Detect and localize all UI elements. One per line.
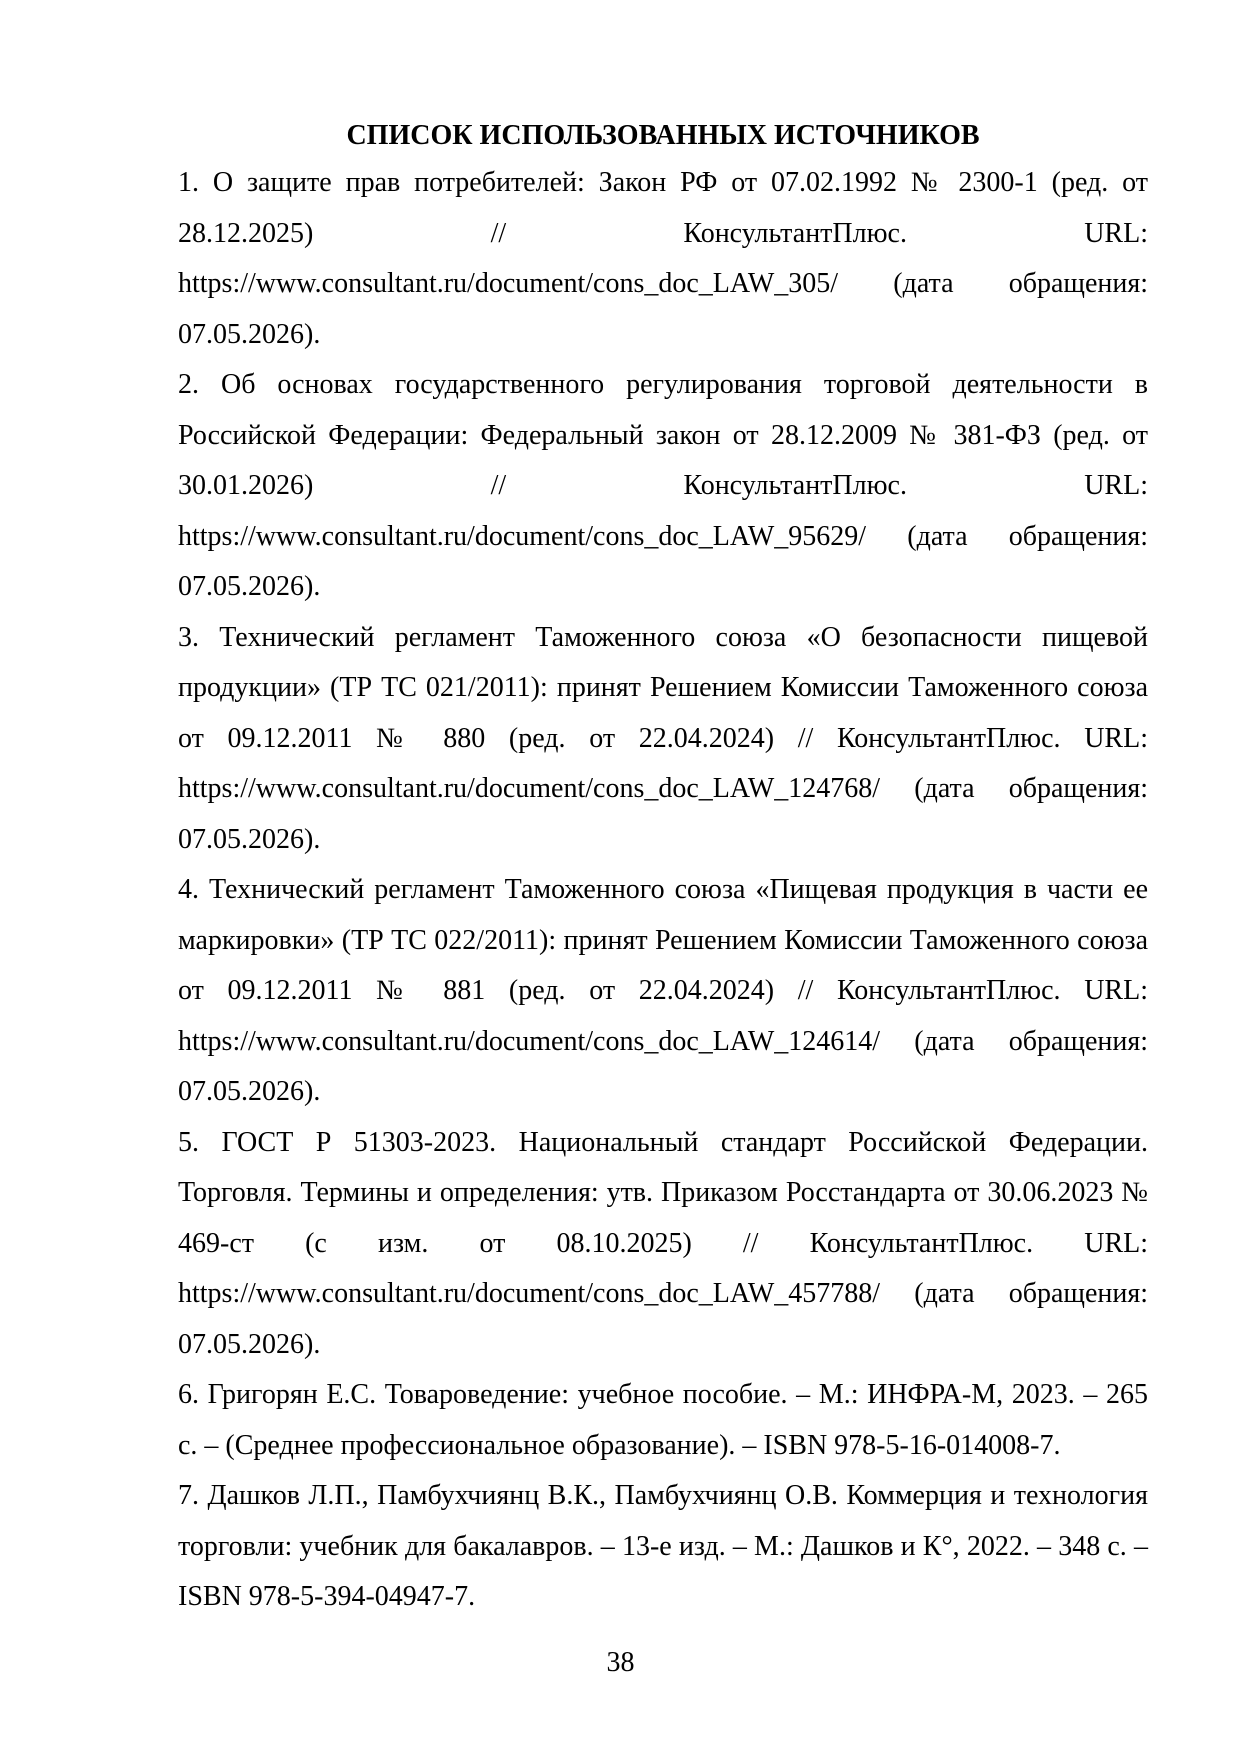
reference-item-4: 4. Технический регламент Таможенного союза «Пищевая продукция в части ее маркировки» (ТР ТС 022/2011): принят Решением Комиссии Таможенного союза от 09.12.2011 № 881 (ред. от 22.04.2024) // КонсультантПлюс. URL: https://www.consultant.ru/document/cons_doc_LAW_124614/ (дата обращения: 07.05.2026). [178,874,1148,1107]
reference-item-5: 5. ГОСТ Р 51303-2023. Национальный стандарт Российской Федерации. Торговля. Термины и определения: утв. Приказом Росстандарта от 30.06.2023 № 469-ст (с изм. от 08.10.2025) // КонсультантПлюс. URL: https://www.consultant.ru/document/cons_doc_LAW_457788/ (дата обращения: 07.05.2026). [178,1126,1148,1360]
reference-list [178,158,1148,1623]
reference-item-1: 1. О защите прав потребителей: Закон РФ от 07.02.1992 № 2300-1 (ред. от 28.12.2025) // КонсультантПлюс. URL: https://www.consultant.ru/document/cons_doc_LAW_305/ (дата обращения: 07.05.2026). [178,167,1148,350]
reference-item-6: 6. Григорян Е.С. Товароведение: учебное пособие. – М.: ИНФРА-М, 2023. – 265 с. – (Среднее профессиональное образование). – ISBN 978-5-16-014008-7. [178,1379,1148,1461]
reference-item-7: 7. Дашков Л.П., Памбухчиянц В.К., Памбухчиянц О.В. Коммерция и технология торговли: учебник для бакалавров. – 13-е изд. – М.: Дашков и К°, 2022. – 348 с. – ISBN 978-5-394-04947-7. [178,1480,1148,1612]
reference-item-3: 3. Технический регламент Таможенного союза «О безопасности пищевой продукции» (ТР ТС 021/2011): принят Решением Комиссии Таможенного союза от 09.12.2011 № 880 (ред. от 22.04.2024) // КонсультантПлюс. URL: https://www.consultant.ru/document/cons_doc_LAW_124768/ (дата обращения: 07.05.2026). [178,621,1148,855]
reference-item-2: 2. Об основах государственного регулирования торговой деятельности в Российской Федерации: Федеральный закон от 28.12.2009 № 381-ФЗ (ред. от 30.01.2026) // КонсультантПлюс. URL: https://www.consultant.ru/document/cons_doc_LAW_95629/ (дата обращения: 07.05.2026). [178,369,1148,602]
page-title: СПИСОК ИСПОЛЬЗОВАННЫХ ИСТОЧНИКОВ [346,120,980,151]
page-number: 38 [606,1647,635,1678]
